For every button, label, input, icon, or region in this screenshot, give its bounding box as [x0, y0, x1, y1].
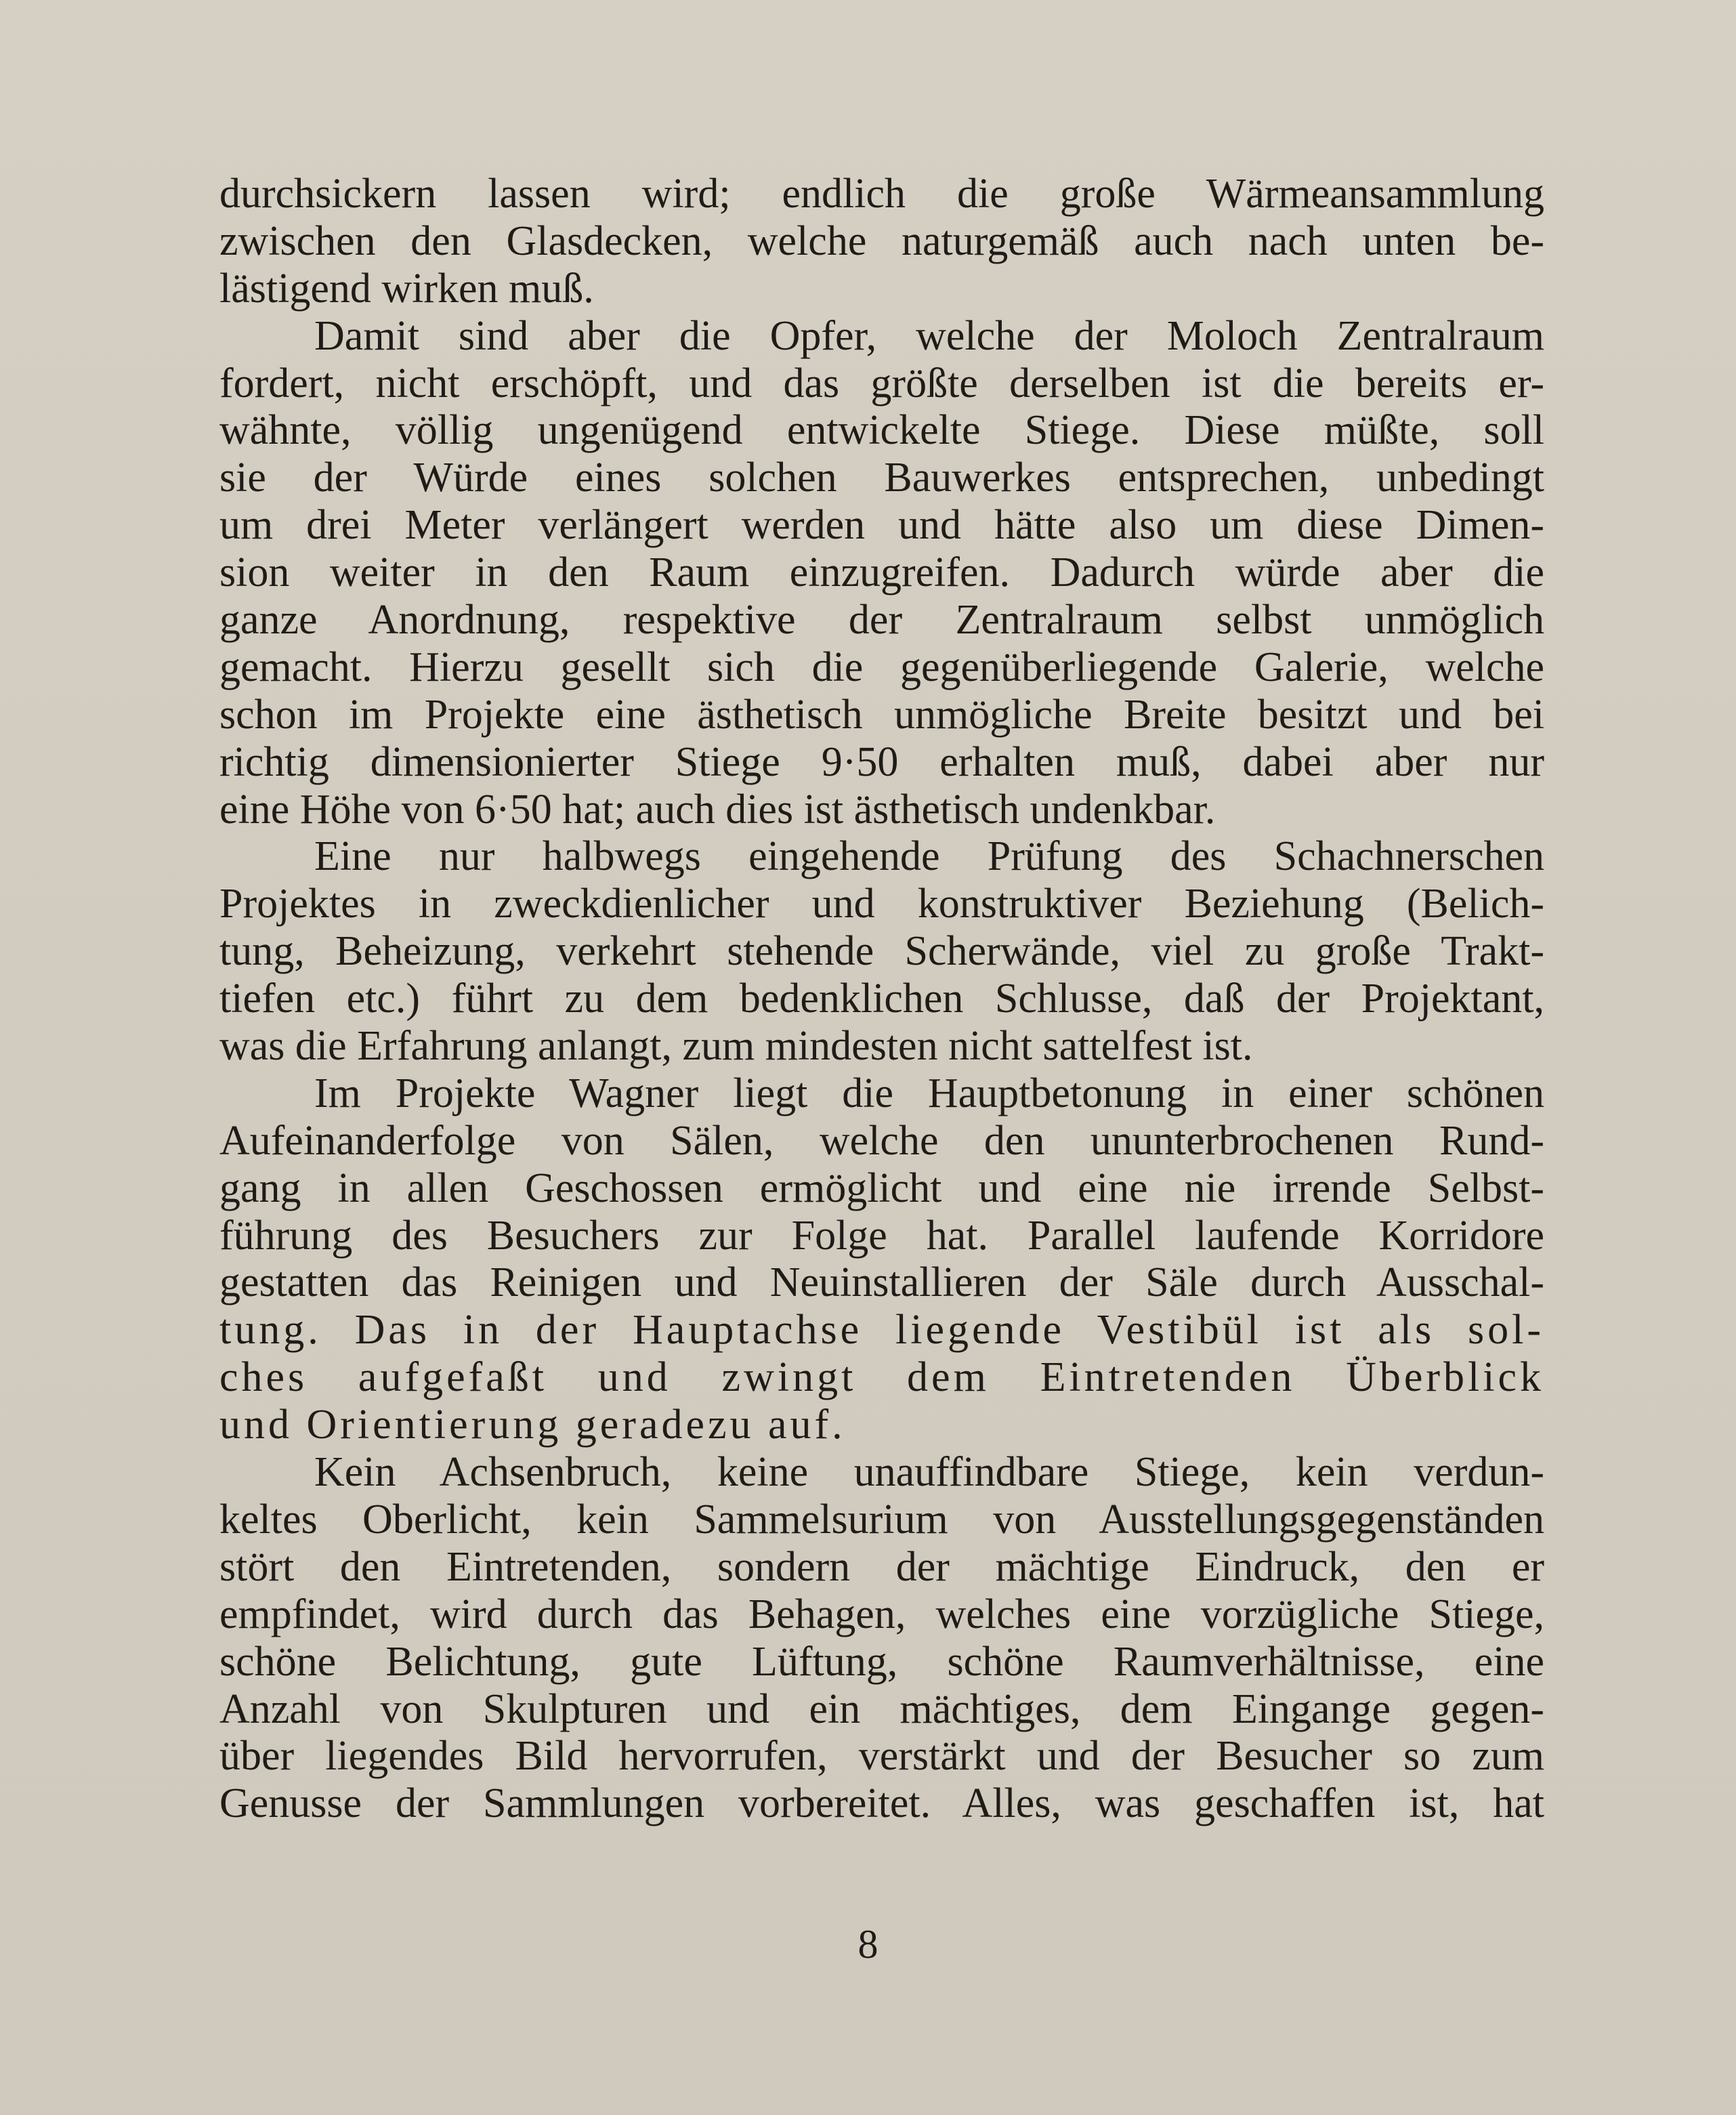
text-line: Damit sind aber die Opfer, welche der Moloch Zentralraum [314, 312, 1544, 359]
text-line: zwischen den Glasdecken, welche naturgemäß auch nach unten be- [219, 217, 1544, 264]
text-line: lästigend wirken muß. [219, 265, 594, 312]
text-line: Anzahl von Skulpturen und ein mächtiges, dem Eingange gegen- [219, 1685, 1544, 1732]
page-number: 8 [858, 1922, 878, 1967]
text-line: schon im Projekte eine ästhetisch unmögliche Breite besitzt und bei [219, 691, 1544, 738]
text-line: über liegendes Bild hervorrufen, verstärkt und der Besucher so zum [219, 1733, 1544, 1780]
text-line: was die Erfahrung anlangt, zum mindesten nicht sattelfest ist. [219, 1023, 1253, 1070]
text-line: sie der Würde eines solchen Bauwerkes entsprechen, unbedingt [219, 455, 1544, 501]
text-line: und Orientierung geradezu auf. [219, 1402, 846, 1448]
text-line: empfindet, wird durch das Behagen, welches eine vorzügliche Stiege, [219, 1591, 1544, 1637]
text-line: Aufeinanderfolge von Sälen, welche den ununterbrochenen Rund- [219, 1117, 1544, 1164]
text-line: eine Höhe von 6·50 hat; auch dies ist ästhetisch undenkbar. [219, 786, 1216, 833]
text-line: Genusse der Sammlungen vorbereitet. Alles, was geschaffen ist, hat [219, 1780, 1544, 1827]
text-line: gang in allen Geschossen ermöglicht und eine nie irrende Selbst- [219, 1165, 1544, 1211]
text-line: sion weiter in den Raum einzugreifen. Dadurch würde aber die [219, 549, 1544, 596]
text-line: gemacht. Hierzu gesellt sich die gegenüberliegende Galerie, welche [219, 644, 1544, 690]
text-line: um drei Meter verlängert werden und hätte also um diese Dimen- [219, 502, 1544, 549]
text-line: führung des Besuchers zur Folge hat. Parallel laufende Korridore [219, 1212, 1544, 1259]
text-line: ches aufgefaßt und zwingt dem Eintretenden Überblick [219, 1354, 1544, 1401]
text-line: tiefen etc.) führt zu dem bedenklichen Schlusse, daß der Projektant, [219, 976, 1544, 1022]
text-line: Kein Achsenbruch, keine unauffindbare Stiege, kein verdun- [314, 1449, 1544, 1496]
text-line: stört den Eintretenden, sondern der mächtige Eindruck, den er [219, 1543, 1544, 1590]
text-line: tung. Das in der Hauptachse liegende Vestibül ist als sol- [219, 1307, 1544, 1354]
text-line: Projektes in zweckdienlicher und konstruktiver Beziehung (Belich- [219, 881, 1544, 927]
text-line: schöne Belichtung, gute Lüftung, schöne Raumverhältnisse, eine [219, 1638, 1544, 1685]
text-line: ganze Anordnung, respektive der Zentralraum selbst unmöglich [219, 597, 1544, 644]
text-line: tung, Beheizung, verkehrt stehende Scherwände, viel zu große Trakt- [219, 928, 1544, 975]
text-line: Im Projekte Wagner liegt die Hauptbetonung in einer schönen [314, 1070, 1544, 1116]
text-line: durchsickern lassen wird; endlich die große Wärmeansammlung [219, 171, 1544, 217]
text-line: keltes Oberlicht, kein Sammelsurium von Ausstellungsgegenständen [219, 1496, 1544, 1543]
text-line: gestatten das Reinigen und Neuinstallieren der Säle durch Ausschal- [219, 1259, 1544, 1306]
text-line: fordert, nicht erschöpft, und das größte derselben ist die bereits er- [219, 360, 1544, 406]
text-line: Eine nur halbwegs eingehende Prüfung des Schachnerschen [314, 833, 1544, 880]
text-line: wähnte, völlig ungenügend entwickelte Stiege. Diese müßte, soll [219, 407, 1544, 454]
body-text [219, 171, 1544, 1828]
text-line: richtig dimensionierter Stiege 9·50 erhalten muß, dabei aber nur [219, 738, 1544, 785]
